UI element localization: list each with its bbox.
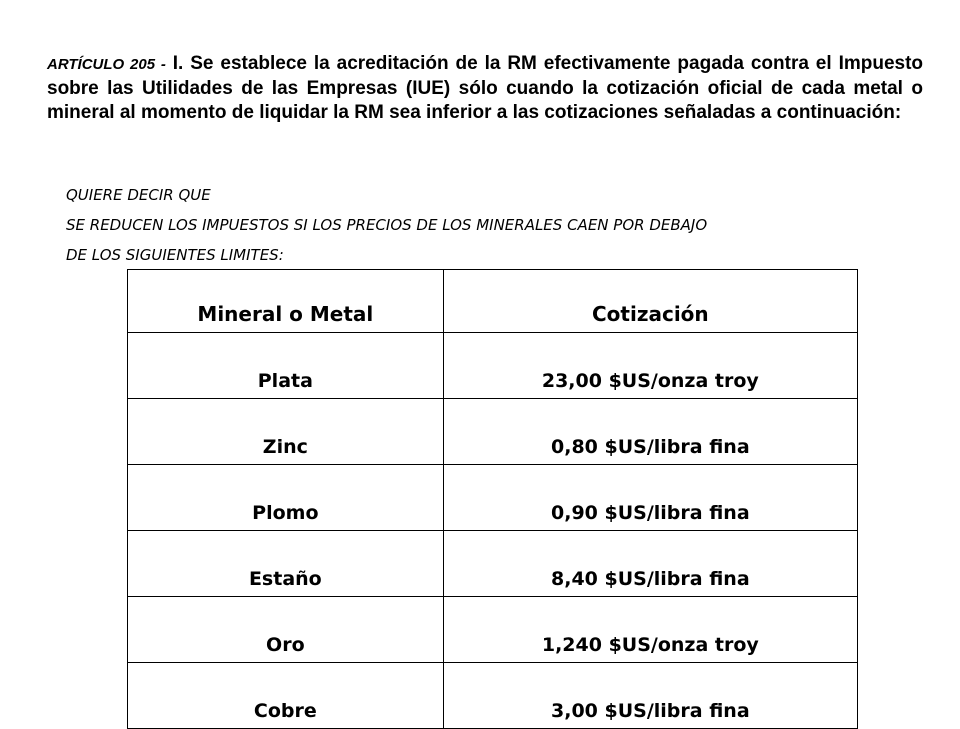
article-paragraph xyxy=(47,52,923,125)
note-line-3: DE LOS SIGUIENTES LIMITES: xyxy=(66,246,284,264)
price-threshold-table xyxy=(127,269,858,729)
article-text: I. Se establece la acreditación de la RM efectivamente pagada contra el Impuesto sobre las Utilidades de las Empresas (IUE) sólo cuando la cotización oficial de cada metal o mineral al momento de liquidar la RM sea inferior a las cotizaciones señaladas a continuación: xyxy=(47,53,924,123)
quotation-cell: 8,40 $US/libra fina xyxy=(443,531,857,597)
note-line-2: SE REDUCEN LOS IMPUESTOS SI LOS PRECIOS DE LOS MINERALES CAEN POR DEBAJO xyxy=(66,216,708,234)
header-mineral: Mineral o Metal xyxy=(128,270,444,333)
table-row xyxy=(128,597,858,663)
mineral-cell: Estaño xyxy=(128,531,444,597)
note-line-1: QUIERE DECIR QUE xyxy=(66,186,211,204)
mineral-cell: Cobre xyxy=(128,663,444,729)
mineral-cell: Zinc xyxy=(128,399,444,465)
mineral-cell: Plata xyxy=(128,333,444,399)
table-row xyxy=(128,399,858,465)
quotation-cell: 1,240 $US/onza troy xyxy=(443,597,857,663)
table-row xyxy=(128,465,858,531)
explanatory-note xyxy=(66,180,926,270)
quotation-cell: 0,90 $US/libra fina xyxy=(443,465,857,531)
table-header-row xyxy=(128,270,858,333)
header-quotation: Cotización xyxy=(443,270,857,333)
quotation-cell: 3,00 $US/libra fina xyxy=(443,663,857,729)
table-row xyxy=(128,663,858,729)
quotation-cell: 0,80 $US/libra fina xyxy=(443,399,857,465)
table-row xyxy=(128,531,858,597)
mineral-cell: Plomo xyxy=(128,465,444,531)
article-label: ARTÍCULO 205 - xyxy=(47,56,166,73)
quotation-cell: 23,00 $US/onza troy xyxy=(443,333,857,399)
mineral-cell: Oro xyxy=(128,597,444,663)
table-row xyxy=(128,333,858,399)
